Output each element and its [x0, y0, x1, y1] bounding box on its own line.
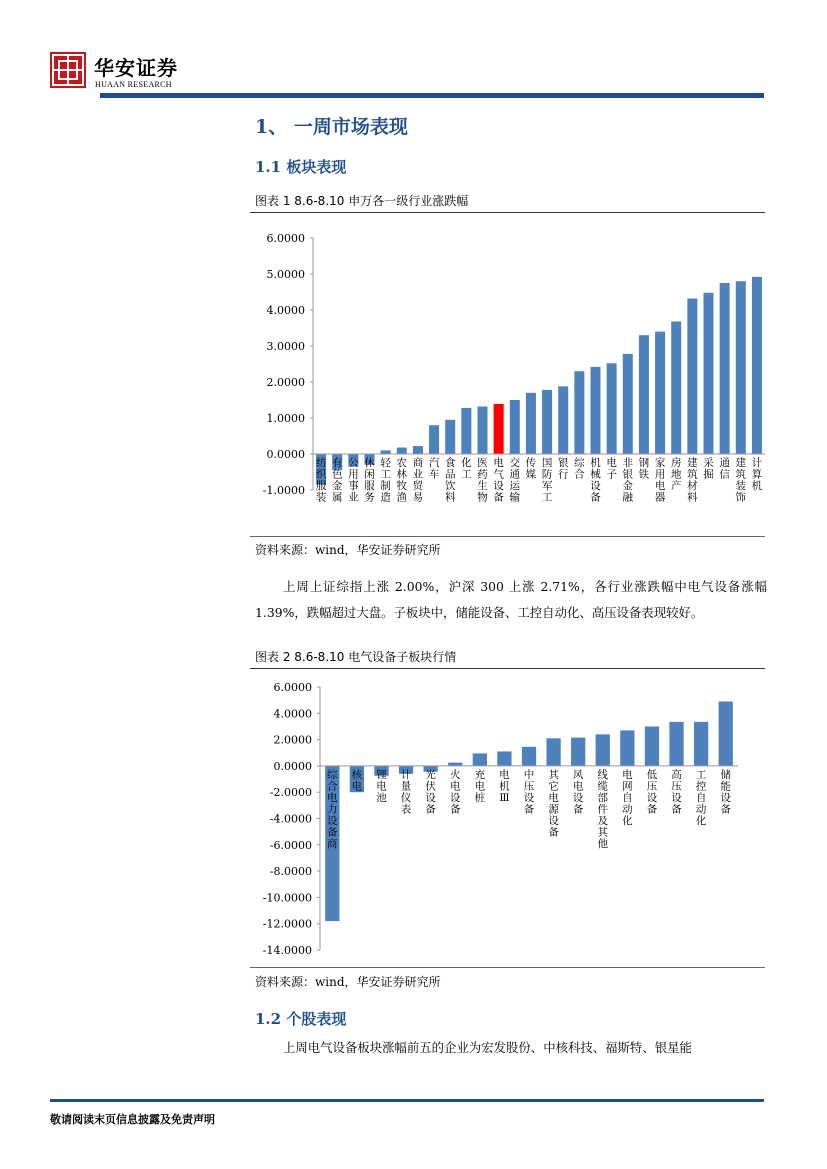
y-tick-label: 2.0000	[266, 376, 305, 389]
category-label-24: 采掘	[703, 457, 714, 481]
bar-7	[497, 751, 511, 765]
category-label-15: 工控自动化	[695, 768, 707, 827]
y-tick-label: 6.0000	[273, 681, 312, 694]
y-tick-label: 4.0000	[273, 707, 312, 721]
bar-8	[522, 747, 536, 766]
category-label-14: 国防军工	[541, 457, 553, 504]
disclaimer-note: 敬请阅读末页信息披露及免责声明	[50, 1113, 215, 1126]
sub-sector-chart	[250, 676, 765, 966]
figure-2-title: 图表 2 8.6-8.10 电气设备子板块行情	[255, 650, 457, 664]
bar-10	[477, 406, 487, 454]
market-summary-paragraph: 上周上证综指上涨 2.00%，沪深 300 上涨 2.71%，各行业涨跌幅中电气设备涨幅 1.39%，跌幅超过大盘。子板块中，储能设备、工控自动化、高压设备表现较好。	[255, 579, 767, 620]
bar-15	[558, 386, 568, 454]
bar-17	[590, 367, 600, 454]
category-label-18: 电子	[606, 457, 617, 481]
category-label-4: 轻工制造	[380, 457, 391, 504]
bar-20	[639, 335, 649, 454]
huaan-logo-icon	[50, 52, 86, 88]
bar-16	[719, 701, 733, 765]
category-label-7: 汽车	[428, 457, 440, 481]
category-label-0: 纺织服装	[315, 457, 327, 504]
bar-23	[687, 298, 697, 454]
figure-2-top-rule	[250, 668, 765, 669]
bar-10	[571, 738, 585, 766]
category-label-8: 食品饮料	[444, 457, 456, 504]
category-label-10: 医药生物	[477, 457, 488, 504]
footer-divider	[50, 1099, 764, 1102]
y-tick-label: 0.0000	[273, 759, 312, 773]
category-label-14: 高压设备	[671, 768, 682, 816]
category-label-13: 传媒	[525, 457, 537, 481]
y-tick-label: -2.0000	[269, 786, 312, 800]
bar-11	[596, 734, 610, 766]
bar-25	[720, 283, 730, 454]
category-label-3: 计量仪表	[400, 768, 412, 816]
category-label-1: 核电	[351, 768, 363, 793]
y-tick-label: -14.0000	[262, 944, 312, 957]
figure-1-bottom-rule	[250, 536, 765, 537]
bar-27	[752, 277, 762, 454]
category-label-16: 储能设备	[720, 768, 731, 816]
category-label-23: 建筑材料	[687, 457, 698, 504]
bar-14	[669, 722, 683, 766]
category-label-21: 家用电器	[654, 457, 666, 504]
category-label-26: 建筑装饰	[735, 457, 747, 504]
bar-15	[694, 722, 708, 766]
category-label-15: 银行	[557, 457, 569, 481]
bar-9	[461, 408, 471, 454]
bar-12	[510, 400, 520, 454]
y-tick-label: 4.0000	[266, 304, 305, 317]
bar-13	[526, 393, 536, 454]
y-tick-label: 0.0000	[266, 448, 305, 461]
figure-1-source: 资料来源：wind，华安证券研究所	[255, 543, 441, 557]
y-tick-label: -12.0000	[262, 917, 312, 931]
y-tick-label: 1.0000	[266, 412, 305, 425]
category-label-11: 线缆部件及其他	[597, 768, 609, 850]
figure-2-source: 资料来源：wind，华安证券研究所	[255, 975, 441, 989]
brand-name-cn: 华安证券	[94, 56, 178, 80]
category-label-7: 电机 Ⅲ	[499, 768, 510, 804]
bar-19	[623, 354, 633, 454]
bar-5	[397, 448, 407, 454]
bar-8	[445, 420, 455, 454]
category-label-12: 交通运输	[509, 457, 521, 504]
y-tick-label: -8.0000	[269, 865, 312, 879]
category-label-25: 通信	[719, 457, 730, 481]
bar-16	[574, 371, 584, 454]
figure-1-top-rule	[250, 212, 765, 213]
figure-2-bottom-rule	[250, 967, 765, 968]
y-tick-label: 5.0000	[266, 268, 305, 281]
category-label-27: 计算机	[751, 457, 763, 492]
section-title: 1、 一周市场表现	[255, 116, 408, 138]
industry-returns-chart	[250, 224, 765, 536]
category-label-19: 非银金融	[622, 457, 634, 504]
bar-21	[655, 332, 665, 454]
bar-4	[381, 450, 391, 454]
bar-12	[620, 730, 634, 766]
category-label-11: 电气设备	[493, 457, 504, 504]
category-label-22: 房地产	[670, 457, 682, 492]
category-label-8: 中压设备	[523, 768, 535, 816]
category-label-0: 综合电力设备商	[327, 768, 338, 850]
figure-1-title: 图表 1 8.6-8.10 申万各一级行业涨跌幅	[255, 194, 469, 208]
category-label-9: 化工	[461, 457, 472, 481]
subsection-title: 1.1 板块表现	[255, 158, 347, 176]
category-label-16: 综合	[574, 457, 585, 481]
category-label-6: 充电桩	[474, 768, 486, 804]
stock-performance-paragraph: 上周电气设备板块涨幅前五的企业为宏发股份、中核科技、福斯特、银星能	[283, 1040, 692, 1055]
bar-14	[542, 390, 552, 454]
y-tick-label: -4.0000	[269, 812, 312, 826]
bar-18	[607, 363, 617, 454]
y-tick-label: -10.0000	[262, 891, 312, 905]
category-label-1: 有色金属	[331, 457, 343, 504]
bar-24	[703, 293, 713, 454]
category-label-5: 农林牧渔	[396, 457, 408, 504]
y-tick-label: -6.0000	[269, 838, 312, 852]
category-label-17: 机械设备	[590, 457, 601, 504]
brand-name-en: HUAAN RESEARCH	[95, 80, 172, 89]
y-tick-label: 3.0000	[266, 340, 305, 353]
category-label-2: 锂电池	[376, 768, 387, 804]
category-label-6: 商业贸易	[412, 457, 424, 504]
y-tick-label: 6.0000	[266, 232, 305, 245]
category-label-13: 低压设备	[646, 768, 658, 816]
category-label-2: 公用事业	[348, 457, 359, 504]
bar-6	[413, 446, 423, 454]
header-divider	[100, 93, 764, 98]
category-label-3: 休闲服务	[364, 457, 375, 504]
category-label-10: 风电设备	[572, 768, 584, 816]
bar-6	[473, 753, 487, 765]
bar-7	[429, 425, 439, 454]
y-tick-label: 2.0000	[273, 733, 312, 747]
category-label-5: 火电设备	[449, 768, 461, 816]
bar-11	[494, 404, 504, 454]
bar-26	[736, 281, 746, 454]
bar-22	[671, 322, 681, 454]
category-label-20: 钢铁	[638, 457, 650, 481]
bar-9	[546, 738, 560, 766]
bar-13	[645, 726, 659, 765]
category-label-12: 电网自动化	[622, 768, 633, 827]
y-tick-label: -1.0000	[262, 484, 305, 497]
subsection-title-stocks: 1.2 个股表现	[255, 1010, 347, 1028]
category-label-4: 光伏设备	[425, 768, 436, 816]
category-label-9: 其它电源设备	[548, 768, 559, 839]
